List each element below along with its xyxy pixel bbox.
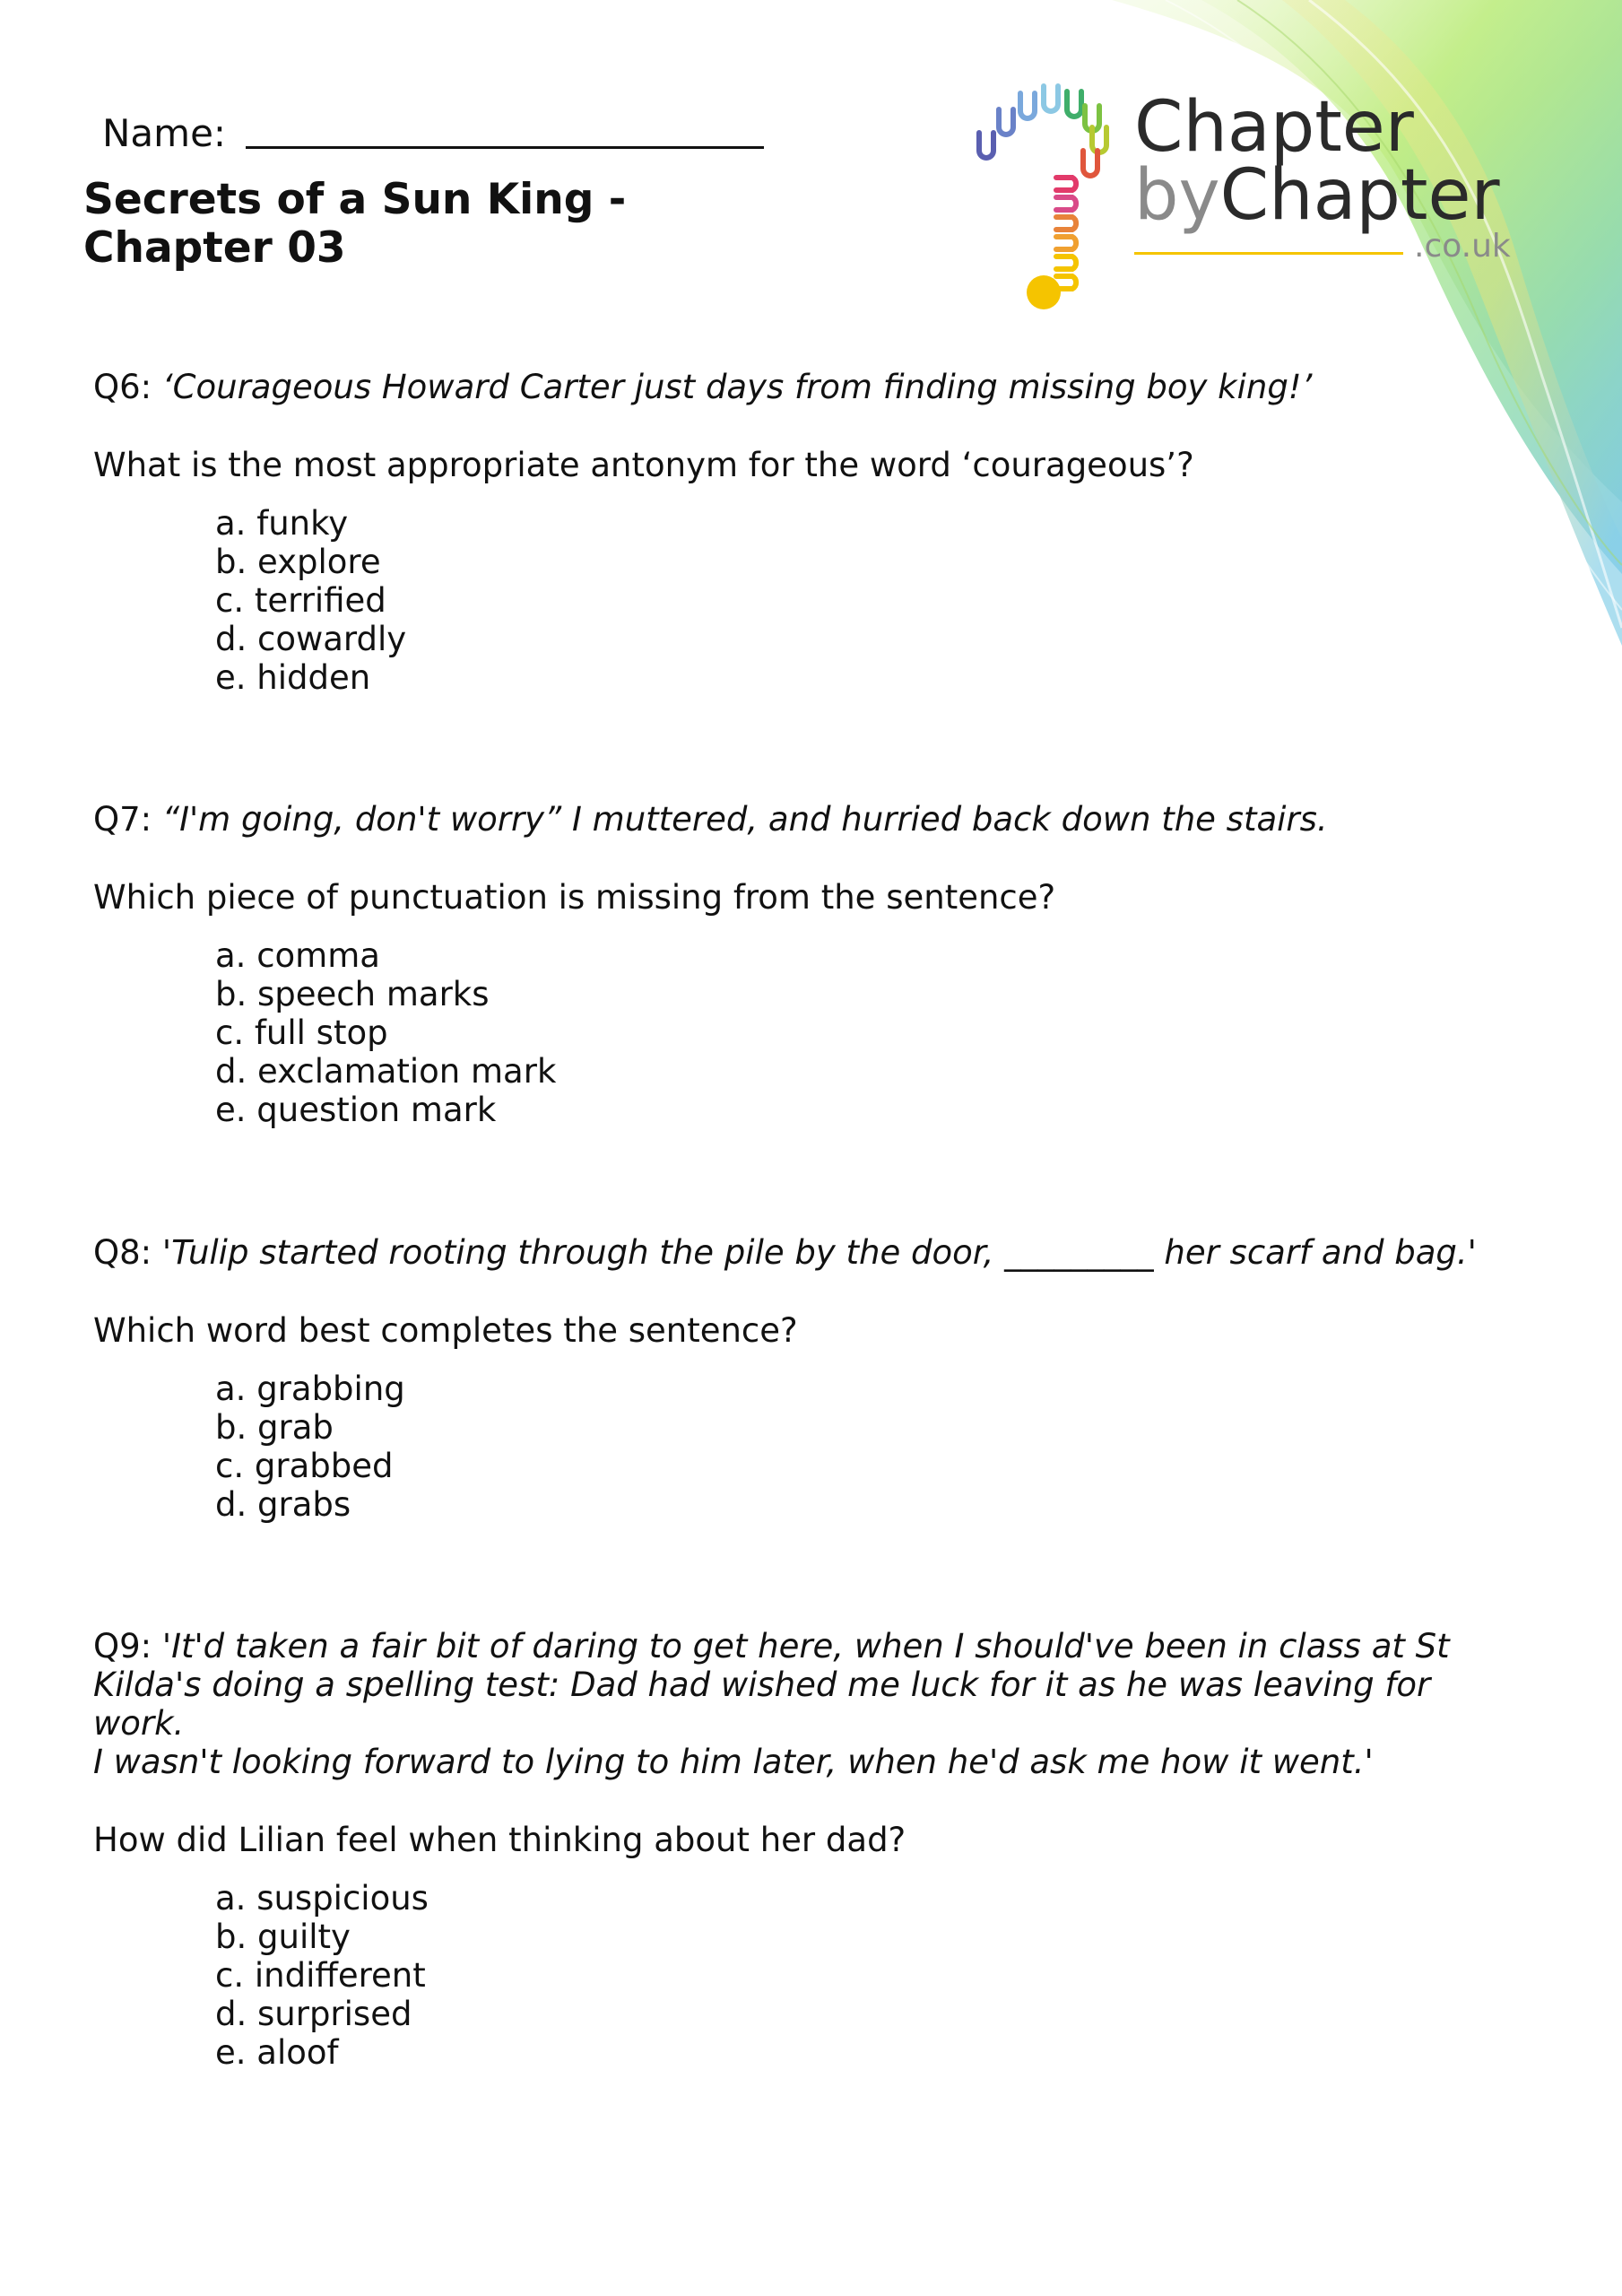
question-quote-line-1: 'It'd taken a fair bit of daring to get here, when I should've been in class at St [161, 1627, 1450, 1665]
question-9 [93, 1627, 1528, 2072]
question-prompt: Which piece of punctuation is missing from the sentence? [93, 878, 1056, 917]
name-field[interactable] [102, 90, 764, 155]
question-quote: ‘Courageous Howard Carter just days from finding missing boy king!’ [161, 368, 1313, 406]
answer-option[interactable]: e. aloof [215, 2033, 339, 2072]
answer-option[interactable]: d. grabs [215, 1485, 351, 1524]
logo-underline [1134, 252, 1403, 255]
question-prompt: Which word best completes the sentence? [93, 1311, 798, 1350]
question-prompt: How did Lilian feel when thinking about her dad? [93, 1821, 906, 1859]
title-line-2: Chapter 03 [83, 223, 346, 273]
question-mark-books-icon [967, 54, 1128, 309]
answer-option[interactable]: c. terrified [215, 581, 386, 620]
question-number: Q8: [93, 1233, 152, 1272]
name-blank-line[interactable] [246, 146, 764, 149]
question-number: Q6: [93, 368, 152, 406]
chapter-by-chapter-logo [1134, 87, 1547, 269]
answer-option[interactable]: d. cowardly [215, 620, 407, 658]
answer-option[interactable]: e. question mark [215, 1091, 497, 1129]
question-quote: “I'm going, don't worry” I muttered, and hurried back down the stairs. [161, 800, 1328, 839]
logo-word-chapter-2: Chapter [1219, 155, 1500, 236]
question-8 [93, 1233, 1528, 1524]
answer-option[interactable]: d. exclamation mark [215, 1052, 557, 1091]
question-quote-line-2: Kilda's doing a spelling test: Dad had wished me luck for it as he was leaving for work. [93, 1665, 1431, 1743]
question-7-stem [93, 800, 1528, 839]
name-label: Name: [102, 111, 227, 155]
question-number: Q7: [93, 800, 152, 839]
worksheet-title [83, 176, 801, 273]
answer-option[interactable]: a. suspicious [215, 1879, 429, 1918]
question-quote-line-3: I wasn't looking forward to lying to him later, when he'd ask me how it went.' [93, 1743, 1374, 1781]
answer-option[interactable]: b. guilty [215, 1918, 351, 1956]
logo-domain: .co.uk [1414, 228, 1511, 265]
title-line-1: Secrets of a Sun King - [83, 175, 627, 224]
answer-option[interactable]: a. comma [215, 936, 380, 975]
answer-option[interactable]: b. explore [215, 543, 381, 581]
question-quote: 'Tulip started rooting through the pile by the door, _________ her scarf and bag.' [161, 1233, 1477, 1272]
answer-options [215, 1879, 1528, 2072]
answer-option[interactable]: b. grab [215, 1408, 334, 1447]
logo-word-bychapter [1134, 155, 1500, 236]
logo-word-chapter: Chapter [1134, 87, 1414, 168]
answer-option[interactable]: c. indifferent [215, 1956, 426, 1995]
answer-option[interactable]: a. grabbing [215, 1370, 405, 1408]
answer-options [215, 1370, 1528, 1524]
answer-option[interactable]: e. hidden [215, 658, 371, 697]
answer-options [215, 504, 1528, 697]
answer-option[interactable]: c. full stop [215, 1013, 388, 1052]
question-prompt: What is the most appropriate antonym for the word ‘courageous’? [93, 446, 1194, 484]
question-7 [93, 800, 1528, 1129]
answer-option[interactable]: a. funky [215, 504, 349, 543]
question-number: Q9: [93, 1627, 152, 1665]
question-9-stem [93, 1627, 1528, 1781]
answer-option[interactable]: d. surprised [215, 1995, 412, 2033]
question-6 [93, 368, 1528, 697]
logo-word-by: by [1134, 155, 1220, 236]
question-8-stem [93, 1233, 1528, 1272]
answer-option[interactable]: b. speech marks [215, 975, 490, 1013]
answer-option[interactable]: c. grabbed [215, 1447, 394, 1485]
answer-options [215, 936, 1528, 1129]
question-6-stem [93, 368, 1528, 406]
